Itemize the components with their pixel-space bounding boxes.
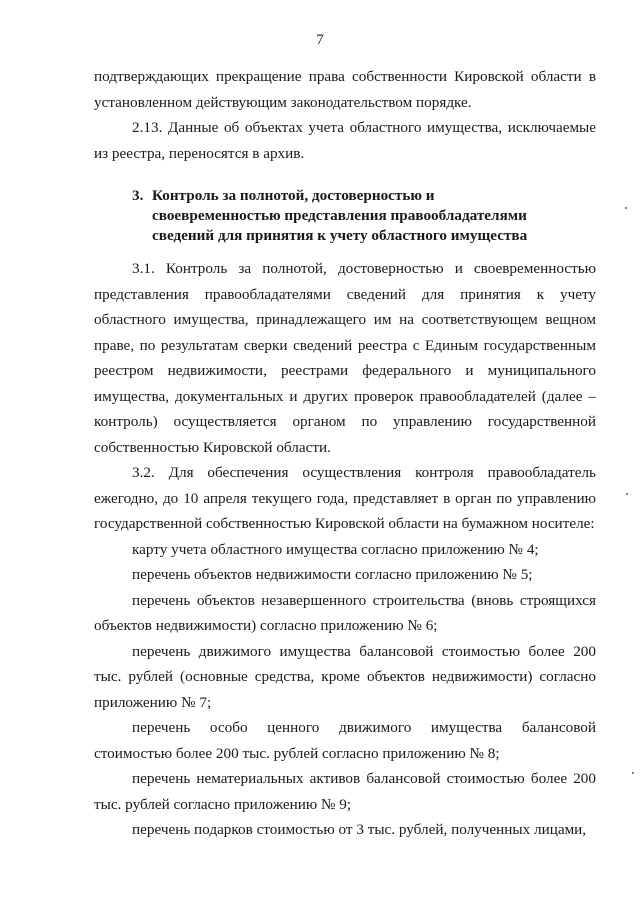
section-title: Контроль за полнотой, достоверностью и своевременностью представления правообладателями сведений для принятия к учету областного имущества (152, 187, 528, 244)
scan-speck (632, 772, 634, 774)
paragraph-3-1: 3.1. Контроль за полнотой, достоверностью и своевременностью представления правообладателями сведений для принятия к учету областного имущества, принадлежащего им на соответствующем вещном праве, по результатам сверки сведений реестра с Единым государственным реестром недвижимости, реестрами федерального и муниципального имущества, документальных и других проверок правообладателей (далее – контроль) осуществляется органом по управлению государственной собственностью Кировской области. (94, 260, 596, 456)
paragraph-2-13: 2.13. Данные об объектах учета областного имущества, исключаемые из реестра, переносятся в архив. (94, 119, 596, 162)
paragraph-3-2: 3.2. Для обеспечения осуществления контроля правообладатель ежегодно, до 10 апреля текущего года, представляет в орган по управлению государственной собственностью Кировской области на бумажном носителе: (94, 464, 596, 532)
list-item: перечень объектов недвижимости согласно приложению № 5; (132, 566, 533, 583)
scan-speck (626, 493, 628, 495)
document-body (94, 64, 596, 843)
page-number: 7 (316, 32, 324, 48)
section-number: 3. (132, 187, 144, 204)
list-item: карту учета областного имущества согласно приложению № 4; (132, 540, 539, 558)
section-heading (94, 186, 596, 246)
paragraph-continuation: подтверждающих прекращение права собственности Кировской области в установленном действующим законодательством порядке. (94, 68, 596, 111)
list-item: перечень нематериальных активов балансовой стоимостью более 200 тыс. рублей согласно приложению № 9; (94, 770, 596, 813)
list-item: перечень объектов незавершенного строительства (вновь строящихся объектов недвижимости) согласно приложению № 6; (94, 591, 596, 634)
list-item: перечень особо ценного движимого имущества балансовой стоимостью более 200 тыс. рублей согласно приложению № 8; (94, 719, 596, 762)
list-item: перечень движимого имущества балансовой стоимостью более 200 тыс. рублей (основные средства, кроме объектов недвижимости) согласно приложению № 7; (94, 642, 596, 711)
list-item: перечень подарков стоимостью от 3 тыс. рублей, полученных лицами, (132, 821, 587, 838)
scan-speck (625, 207, 627, 209)
